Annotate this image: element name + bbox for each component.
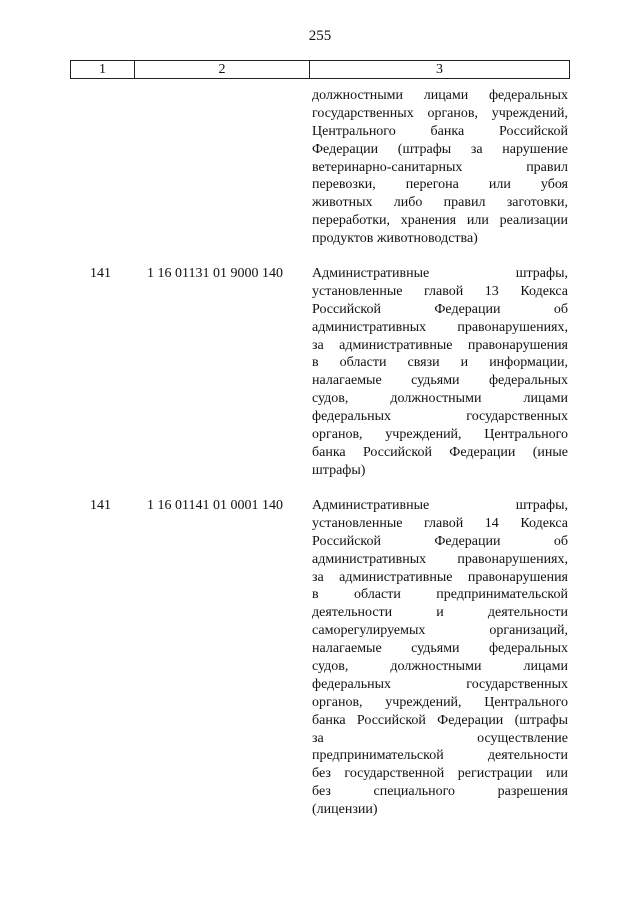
text-line: в области предпринимательской (312, 587, 568, 603)
text-line: (лицензии) (312, 802, 378, 818)
text-line: Федерации (штрафы за нарушение (312, 141, 568, 157)
text-line: за осуществление (312, 730, 568, 746)
table-header-row (70, 60, 570, 79)
header-cell-1: 1 (71, 61, 135, 78)
row-code: 141 (90, 266, 111, 281)
text-line: предпринимательской деятельности (312, 748, 568, 764)
header-cell-2: 2 (135, 61, 310, 78)
text-line: без специального разрешения (312, 784, 568, 800)
text-line: должностными лицами федеральных (312, 88, 568, 103)
text-line: Административные штрафы, (312, 498, 568, 513)
row-description (312, 265, 568, 480)
text-line: животных либо правил заготовки, (312, 195, 568, 211)
text-line: без государственной регистрации или (312, 766, 568, 782)
text-line: налагаемые судьями федеральных (312, 641, 568, 657)
text-line: административных правонарушениях, (312, 319, 568, 335)
row-description (312, 497, 568, 819)
text-line: федеральных государственных (312, 676, 568, 692)
text-line: налагаемые судьями федеральных (312, 373, 568, 389)
text-line: Российской Федерации об (312, 301, 568, 317)
text-line: Российской Федерации об (312, 533, 568, 549)
text-line: органов, учреждений, Центрального (312, 427, 568, 443)
text-line: Центрального банка Российской (312, 123, 568, 139)
row-kbk: 1 16 01141 01 0001 140 (147, 498, 283, 513)
header-cell-3: 3 (436, 61, 443, 77)
text-line: за административные правонарушения (312, 337, 568, 353)
text-line: установленные главой 14 Кодекса (312, 515, 568, 531)
text-line: Административные штрафы, (312, 266, 568, 281)
row-code: 141 (90, 498, 111, 513)
text-line: судов, должностными лицами (312, 659, 568, 675)
text-line: штрафы) (312, 462, 366, 478)
text-line: саморегулируемых организаций, (312, 623, 568, 639)
text-line: деятельности и деятельности (312, 605, 568, 621)
text-line: в области связи и информации, (312, 355, 568, 371)
text-line: органов, учреждений, Центрального (312, 694, 568, 710)
text-line: банка Российской Федерации (иные (312, 444, 568, 460)
text-line: ветеринарно-санитарных правил (312, 159, 568, 175)
text-line: судов, должностными лицами (312, 391, 568, 407)
text-line: административных правонарушениях, (312, 551, 568, 567)
text-line: продуктов животноводства) (312, 231, 478, 247)
row-kbk: 1 16 01131 01 9000 140 (147, 266, 283, 281)
text-line: перевозки, перегона или убоя (312, 177, 568, 193)
text-line: государственных органов, учреждений, (312, 105, 568, 121)
row-description (312, 87, 568, 248)
page-number: 255 (308, 28, 332, 44)
text-line: банка Российской Федерации (штрафы (312, 712, 568, 728)
text-line: федеральных государственных (312, 409, 568, 425)
text-line: установленные главой 13 Кодекса (312, 283, 568, 299)
text-line: переработки, хранения или реализации (312, 213, 568, 229)
text-line: за административные правонарушения (312, 569, 568, 585)
